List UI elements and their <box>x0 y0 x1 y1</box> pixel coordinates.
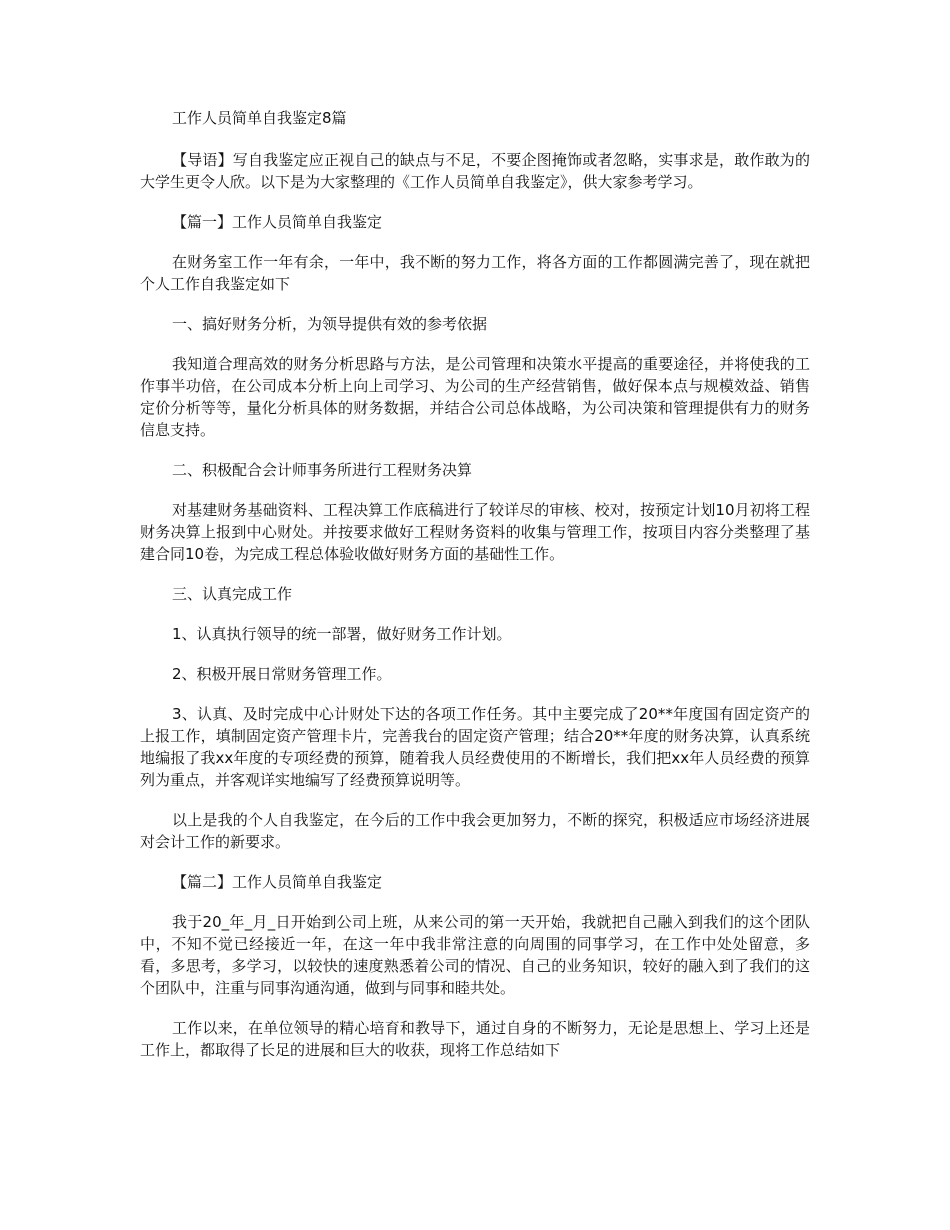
body-paragraph: 工作以来，在单位领导的精心培育和教导下，通过自身的不断努力，无论是思想上、学习上还是工作上，都取得了长足的进展和巨大的收获，现将工作总结如下 <box>140 1019 810 1059</box>
section-heading-2: 【篇二】工作人员简单自我鉴定 <box>172 873 383 891</box>
body-paragraph: 我于20_年_月_日开始到公司上班，从来公司的第一天开始，我就把自己融入到我们的这个团队中，不知不觉已经接近一年，在这一年中我非常注意的向周围的同事学习，在工作中处处留意，多看，多思考，多学习，以较快的速度熟悉着公司的情况、自己的业务知识，较好的融入到了我们的这个团队中，注重与同事沟通沟通，做到与同事和睦共处。 <box>140 913 810 997</box>
body-paragraph: 我知道合理高效的财务分析思路与方法，是公司管理和决策水平提高的重要途径，并将使我的工作事半功倍，在公司成本分析上向上司学习、为公司的生产经营销售，做好保本点与规模效益、销售定价分析等等，量化分析具体的财务数据，并结合公司总体战略，为公司决策和管理提供有力的财务信息支持。 <box>140 355 810 439</box>
intro-paragraph: 【导语】写自我鉴定应正视自己的缺点与不足，不要企图掩饰或者忽略，实事求是，敢作敢为的大学生更令人欣。以下是为大家整理的《工作人员简单自我鉴定》，供大家参考学习。 <box>140 151 810 191</box>
subheading-2: 二、积极配合会计师事务所进行工程财务决算 <box>172 461 473 479</box>
body-paragraph: 在财务室工作一年有余，一年中，我不断的努力工作，将各方面的工作都圆满完善了，现在就把个人工作自我鉴定如下 <box>140 253 810 293</box>
subheading-1: 一、搞好财务分析，为领导提供有效的参考依据 <box>172 315 488 333</box>
list-item: 1、认真执行领导的统一部署，做好财务工作计划。 <box>172 625 512 643</box>
document-title: 工作人员简单自我鉴定8篇 <box>172 109 347 127</box>
list-item: 2、积极开展日常财务管理工作。 <box>172 665 392 683</box>
subheading-3: 三、认真完成工作 <box>172 585 293 603</box>
body-paragraph: 以上是我的个人自我鉴定，在今后的工作中我会更加努力，不断的探究，积极适应市场经济进展对会计工作的新要求。 <box>140 811 810 851</box>
body-paragraph: 对基建财务基础资料、工程决算工作底稿进行了较详尽的审核、校对，按预定计划10月初将工程财务决算上报到中心财处。并按要求做好工程财务资料的收集与管理工作，按项目内容分类整理了基建合同10卷，为完成工程总体验收做好财务方面的基础性工作。 <box>140 501 810 563</box>
section-heading-1: 【篇一】工作人员简单自我鉴定 <box>172 213 383 231</box>
document-page <box>140 107 810 1079</box>
list-item: 3、认真、及时完成中心计财处下达的各项工作任务。其中主要完成了20**年度国有固定资产的上报工作，填制固定资产管理卡片，完善我台的固定资产管理；结合20**年度的财务决算，认真系统地编报了我xx年度的专项经费的预算，随着我人员经费使用的不断增长，我们把xx年人员经费的预算列为重点，并客观详实地编写了经费预算说明等。 <box>140 705 810 789</box>
